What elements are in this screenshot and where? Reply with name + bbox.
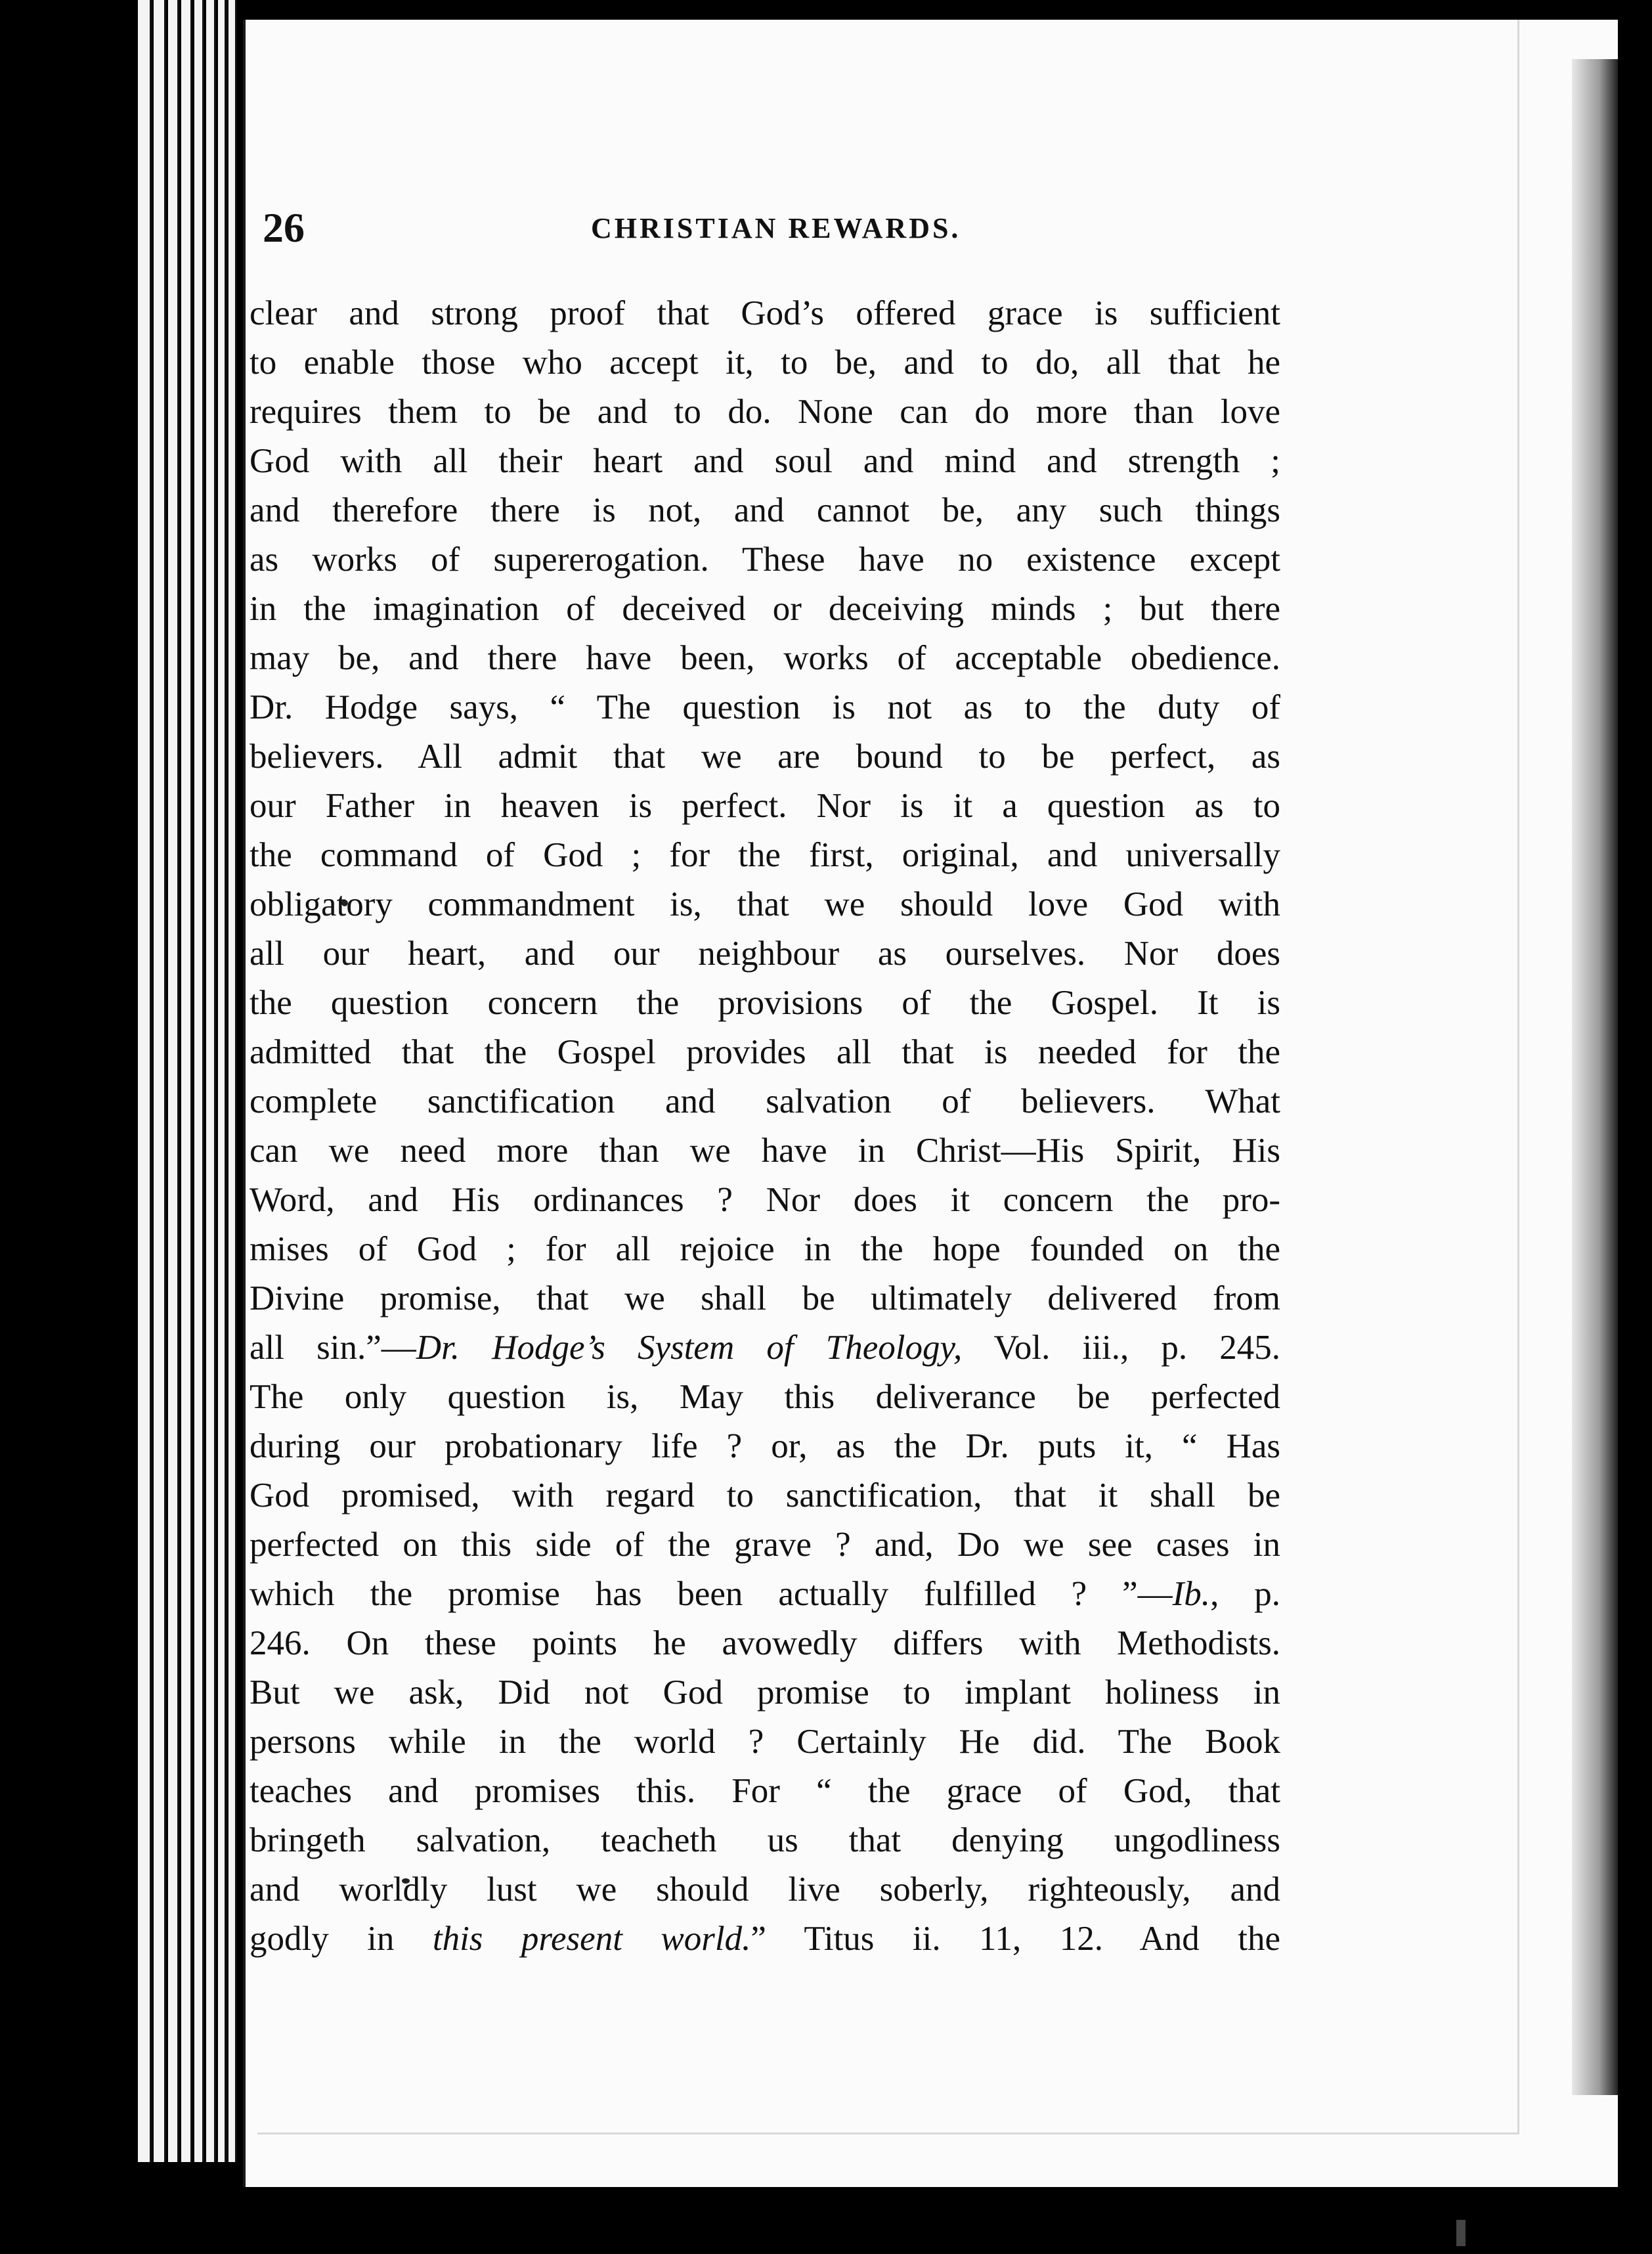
page-number: 26 [263,204,305,251]
text-line: perfected on this side of the grave ? and, Do we see cases in [250,1526,1280,1564]
text-line: may be, and there have been, works of acceptable obedience. [250,639,1280,677]
text-line: Divine promise, that we shall be ultimately delivered from [250,1279,1280,1317]
text-line: all our heart, and our neighbour as ourselves. Nor does [250,935,1280,973]
text-line: bringeth salvation, teacheth us that denying ungodliness [250,1821,1280,1859]
text-line: teaches and promises this. For “ the grace of God, that [250,1772,1280,1810]
page-edge [154,0,166,2162]
print-mark [1456,2220,1466,2246]
page-edge [228,0,237,2162]
text-line: clear and strong proof that God’s offered grace is sufficient [250,294,1280,332]
page-header [263,204,1182,256]
text-line: and therefore there is not, and cannot be, any such things [250,491,1280,529]
text-line: But we ask, Did not God promise to implant holiness in [250,1673,1280,1712]
text-fragment: , p. [1210,1575,1280,1613]
text-line: God with all their heart and soul and mind and strength ; [250,442,1280,480]
citation-title: Dr. Hodge’s System of Theology, [416,1329,963,1367]
body-text [250,289,1280,1964]
page-edge [218,0,227,2162]
text-line: can we need more than we have in Christ—His Spirit, His [250,1132,1280,1170]
text-line: God promised, with regard to sanctification, that it shall be [250,1476,1280,1514]
text-line-emphasis [250,1914,1280,1964]
text-line: the command of God ; for the first, original, and universally [250,836,1280,874]
text-line: persons while in the world ? Certainly He did. The Book [250,1723,1280,1761]
text-line: The only question is, May this deliverance be perfected [250,1378,1280,1416]
text-line: mises of God ; for all rejoice in the hope founded on the [250,1230,1280,1268]
page-edge [138,0,152,2162]
page-edge [206,0,216,2162]
text-line: in the imagination of deceived or deceiving minds ; but there [250,590,1280,628]
text-fragment: Vol. iii., p. 245. [962,1329,1280,1367]
text-line: admitted that the Gospel provides all that is needed for the [250,1033,1280,1071]
text-line: Dr. Hodge says, “ The question is not as to the duty of [250,688,1280,726]
text-line: our Father in heaven is perfect. Nor is it a question as to [250,787,1280,825]
page-edge [168,0,179,2162]
text-line: as works of supererogation. These have no existence except [250,541,1280,579]
page-gutter-shadow [1572,59,1618,2095]
emphasis-phrase: this present world. [432,1920,751,1958]
running-head: CHRISTIAN REWARDS. [591,212,961,244]
text-line: and worldly lust we should live soberly, righteously, and [250,1870,1280,1909]
page-edge [181,0,192,2162]
page-edge [194,0,204,2162]
text-line: to enable those who accept it, to be, and to do, all that he [250,343,1280,382]
citation-ibid: Ib. [1172,1575,1211,1613]
text-line: requires them to be and to do. None can do more than love [250,393,1280,431]
text-line: during our probationary life ? or, as the Dr. puts it, “ Has [250,1427,1280,1465]
text-fragment: ” Titus ii. 11, 12. And the [750,1920,1280,1958]
text-fragment: which the promise has been actually fulfilled ? ”— [250,1575,1173,1613]
text-fragment: godly in [250,1920,433,1958]
text-line: Word, and His ordinances ? Nor does it concern the pro- [250,1181,1280,1219]
text-line: obligatory commandment is, that we should love God with [250,885,1280,923]
text-line: complete sanctification and salvation of believers. What [250,1082,1280,1120]
text-line: the question concern the provisions of the Gospel. It is [250,984,1280,1022]
text-line-citation [250,1323,1280,1373]
text-fragment: all sin.”— [250,1329,416,1367]
text-line-citation [250,1570,1280,1619]
text-line: 246. On these points he avowedly differs with Methodists. [250,1624,1280,1662]
text-line: believers. All admit that we are bound to be perfect, as [250,738,1280,776]
